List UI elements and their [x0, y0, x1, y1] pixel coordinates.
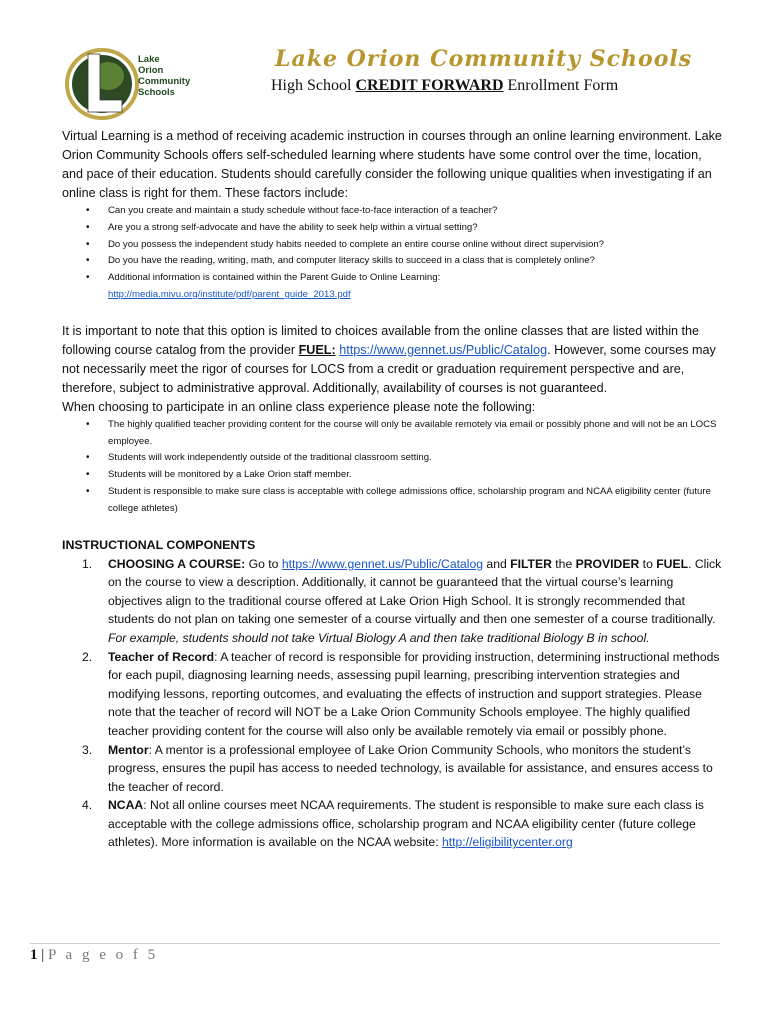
note-line: When choosing to participate in an online class experience please note the following:	[62, 399, 536, 414]
page-label: P a g e o f 5	[48, 947, 159, 963]
intro-paragraph: Virtual Learning is a method of receiving academic instruction in courses through an online learning environment. Lake Orion Community Schools offers self-scheduled learning where students have some control over the time, location, and pace of their education. Students should carefully consider the following unique qualities when investigating if an online class is right for them. These factors include:	[62, 129, 722, 200]
school-logo	[64, 46, 214, 122]
list-item: • Do you possess the independent study habits needed to complete an entire course online without direct supervision?	[62, 237, 722, 254]
list-item: • Students will be monitored by a Lake Orion staff member.	[62, 467, 722, 484]
eligibility-link[interactable]: http://eligibilitycenter.org	[441, 835, 573, 850]
catalog-link[interactable]: https://www.gennet.us/Public/Catalog	[281, 556, 484, 571]
parent-guide-link[interactable]: http://media.mivu.org/institute/pdf/parent_guide_2013.pdf	[108, 288, 351, 300]
list-item: 1. CHOOSING A COURSE: Go to https://www.gennet.us/Public/Catalog and FILTER the PROVIDER to FUEL. Click on the course to view a description. Additionally, it cannot be guaranteed that the virtual course’s learning objectives align to the traditional course offered at Lake Orion High School. It is strongly recommended that students do not plan on taking one semester of a course virtually and then one semester of a course traditionally. For example, students should not take Virtual Biology A and then take traditional Biology B in school.	[82, 556, 722, 645]
list-item: • The highly qualified teacher providing content for the course will only be available remotely via email or possibly phone and will not be an LOCS employee.	[62, 417, 722, 451]
document-title: Lake Orion Community Schools	[275, 46, 693, 72]
list-item: 2. Teacher of Record: A teacher of record is responsible for providing instruction, determining instructional methods for each pupil, diagnosing learning needs, assessing pupil learning, prescribing intervention strategies and modifying lessons, reporting outcomes, and evaluating the effects of instruction and support strategies. Please note that the teacher of record will NOT be a Lake Orion Community Schools employee. The highly qualified teacher providing content for the course will also only be available remotely via email or possibly phone.	[82, 649, 720, 738]
section-heading: INSTRUCTIONAL COMPONENTS	[62, 537, 256, 552]
notes-list	[62, 417, 722, 518]
document-subtitle: High School CREDIT FORWARD Enrollment Form	[271, 77, 619, 94]
list-item: • Can you create and maintain a study schedule without face-to-face interaction of a teacher?	[62, 203, 722, 220]
list-item: 3. Mentor: A mentor is a professional employee of Lake Orion Community Schools, who monitors the student’s progress, ensures the pupil has access to needed technology, is available for assistance, and ensures access to the teacher of record.	[82, 742, 713, 794]
factors-list	[62, 203, 722, 304]
list-item: • Students will work independently outside of the traditional classroom setting.	[62, 450, 722, 467]
list-item: 4. NCAA: Not all online courses meet NCAA requirements. The student is responsible to make sure each class is acceptable with the college admissions office, scholarship program and NCAA eligibility center (future college athletes). More information is available on the NCAA website: http://eligibilitycenter.org	[82, 798, 704, 850]
note-paragraph: It is important to note that this option is limited to choices available from the online classes that are listed within the following course catalog from the provider FUEL: https://www.gennet.us/Public/Catalog. However, some courses may not necessarily meet the rigor of courses for LOCS from a credit or graduation requirement perspective and are, therefore, subject to administrative approval. Additionally, availability of courses is not guaranteed.	[62, 323, 716, 395]
catalog-link[interactable]: https://www.gennet.us/Public/Catalog	[339, 342, 548, 357]
list-item: • Are you a strong self-advocate and have the ability to seek help within a virtual setting?	[62, 220, 722, 237]
logo-text: Lake Orion Community Schools	[138, 54, 191, 98]
school-logo-icon	[64, 46, 142, 122]
components-list	[62, 555, 722, 853]
list-item: • Additional information is contained within the Parent Guide to Online Learning: http://media.mivu.org/institute/pdf/parent_guide_2013.pdf	[62, 270, 722, 304]
list-item: • Student is responsible to make sure class is acceptable with college admissions office, scholarship program and NCAA eligibility center (future college athletes)	[62, 484, 722, 518]
document-body	[62, 127, 722, 852]
page-number: 1	[30, 947, 38, 963]
page-footer: 1 | P a g e o f 5	[30, 943, 720, 964]
list-item: • Do you have the reading, writing, math, and computer literacy skills to succeed in a class that is completely online?	[62, 253, 722, 270]
